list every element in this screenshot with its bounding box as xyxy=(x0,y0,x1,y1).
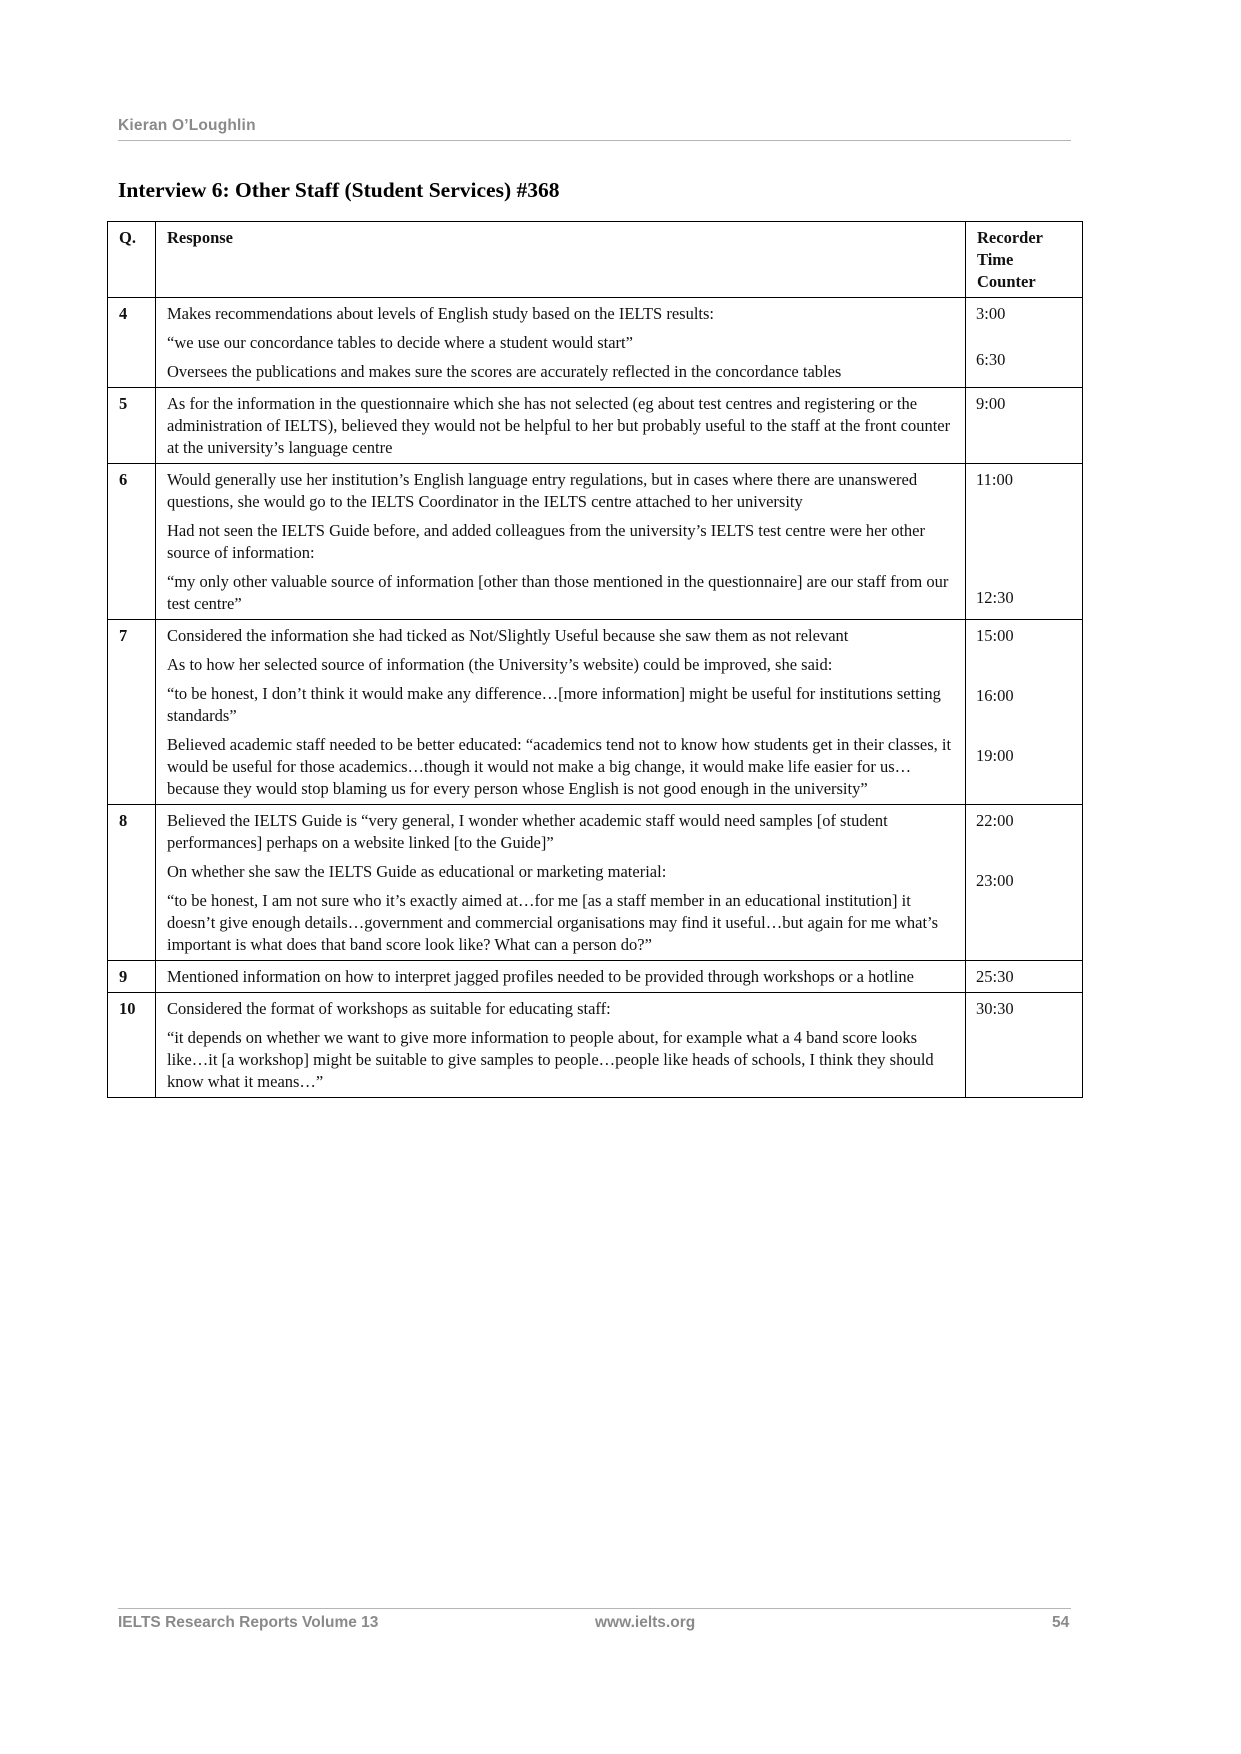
time-cell xyxy=(966,805,1083,961)
question-number: 10 xyxy=(108,993,156,1098)
table-row xyxy=(108,961,1083,993)
column-header-time-counter: Recorder Time Counter xyxy=(966,222,1083,298)
table-row xyxy=(108,993,1083,1098)
question-number: 9 xyxy=(108,961,156,993)
response-text: Had not seen the IELTS Guide before, and added colleagues from the university’s IELTS test centre were her other source of information: xyxy=(167,521,925,562)
response-text: “to be honest, I don’t think it would make any difference…[more information] might be useful for institutions setting standards” xyxy=(167,684,941,725)
response-cell xyxy=(156,298,966,388)
footer-publication: IELTS Research Reports Volume 13 xyxy=(118,1614,379,1631)
time-counter: 15:00 xyxy=(976,626,1014,645)
column-header-response: Response xyxy=(156,222,966,298)
response-text: “to be honest, I am not sure who it’s exactly aimed at…for me [as a staff member in an educational institution] it doesn’t give enough details…government and commercial organisations may find it useful…but again for me what’s important is what does that band score look like? What can a person do?” xyxy=(167,891,939,954)
interview-table xyxy=(107,221,1083,1098)
time-counter: 30:30 xyxy=(976,999,1014,1018)
time-cell xyxy=(966,298,1083,388)
interview-title: Interview 6: Other Staff (Student Services) #368 xyxy=(118,178,560,202)
response-text: Considered the format of workshops as suitable for educating staff: xyxy=(167,999,611,1018)
response-text: As for the information in the questionnaire which she has not selected (eg about test centres and registering or the administration of IELTS), believed they would not be helpful to her but probably useful to the staff at the front counter at the university’s language centre xyxy=(167,394,951,457)
header-divider xyxy=(118,140,1071,141)
response-text: Believed academic staff needed to be better educated: “academics tend not to know how students get in their classes, it would be useful for those academics…though it would not make a big change, it would make life easier for us…because they would stop blaming us for every person whose English is not good enough in the university” xyxy=(167,735,952,798)
response-text: Believed the IELTS Guide is “very general, I wonder whether academic staff would need samples [of student performances] perhaps on a website linked [to the Guide]” xyxy=(167,811,888,852)
response-cell xyxy=(156,805,966,961)
response-cell xyxy=(156,464,966,620)
time-counter: 23:00 xyxy=(976,871,1014,890)
question-number: 7 xyxy=(108,620,156,805)
time-counter: 6:30 xyxy=(976,350,1006,369)
time-counter: 12:30 xyxy=(976,588,1014,607)
response-text: Mentioned information on how to interpret jagged profiles needed to be provided through workshops or a hotline xyxy=(167,967,914,986)
response-text: Makes recommendations about levels of English study based on the IELTS results: xyxy=(167,304,715,323)
response-text: “it depends on whether we want to give more information to people about, for example what a 4 band score looks like…it [a workshop] might be suitable to give samples to people…people like heads of schools, I think they should know what it means…” xyxy=(167,1028,934,1091)
response-text: As to how her selected source of information (the University’s website) could be improved, she said: xyxy=(167,655,833,674)
running-header-author: Kieran O’Loughlin xyxy=(118,117,256,134)
response-text: Considered the information she had ticked as Not/Slightly Useful because she saw them as not relevant xyxy=(167,626,849,645)
table-row xyxy=(108,388,1083,464)
time-counter: 3:00 xyxy=(976,304,1006,323)
time-counter: 25:30 xyxy=(976,967,1014,986)
column-header-question: Q. xyxy=(108,222,156,298)
footer-divider xyxy=(118,1608,1071,1609)
time-counter: 19:00 xyxy=(976,746,1014,765)
page-number: 54 xyxy=(1052,1614,1070,1631)
time-cell xyxy=(966,993,1083,1098)
response-cell xyxy=(156,961,966,993)
time-counter: 9:00 xyxy=(976,394,1006,413)
time-cell xyxy=(966,620,1083,805)
response-cell xyxy=(156,388,966,464)
response-text: Would generally use her institution’s English language entry regulations, but in cases where there are unanswered questions, she would go to the IELTS Coordinator in the IELTS centre attached to her university xyxy=(167,470,918,511)
time-counter: 22:00 xyxy=(976,811,1014,830)
response-text: “we use our concordance tables to decide where a student would start” xyxy=(167,333,633,352)
table-row xyxy=(108,620,1083,805)
table-row xyxy=(108,805,1083,961)
table-row xyxy=(108,464,1083,620)
footer-website-link[interactable]: www.ielts.org xyxy=(595,1614,696,1631)
time-cell xyxy=(966,961,1083,993)
question-number: 6 xyxy=(108,464,156,620)
response-cell xyxy=(156,620,966,805)
time-counter: 16:00 xyxy=(976,686,1014,705)
response-text: On whether she saw the IELTS Guide as educational or marketing material: xyxy=(167,862,667,881)
time-counter: 11:00 xyxy=(976,470,1013,489)
response-cell xyxy=(156,993,966,1098)
time-cell xyxy=(966,388,1083,464)
time-cell xyxy=(966,464,1083,620)
table-row xyxy=(108,298,1083,388)
question-number: 8 xyxy=(108,805,156,961)
table-header-row xyxy=(108,222,1083,298)
response-text: “my only other valuable source of information [other than those mentioned in the questionnaire] are our staff from our test centre” xyxy=(167,572,949,613)
question-number: 5 xyxy=(108,388,156,464)
response-text: Oversees the publications and makes sure the scores are accurately reflected in the concordance tables xyxy=(167,362,842,381)
question-number: 4 xyxy=(108,298,156,388)
